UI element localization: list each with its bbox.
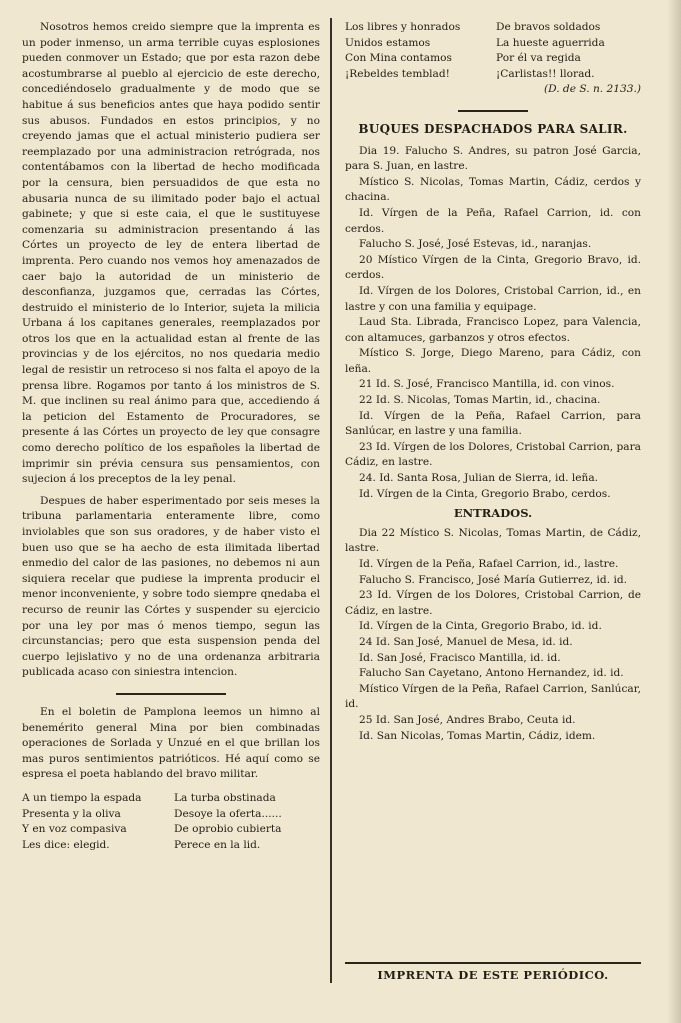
article-paragraph-1: Nosotros hemos creido siempre que la imprenta es un poder inmenso, un arma terrible cuyas esplosiones pueden conmover un Estado; que por esta razon debe acostumbrarse al pueblo al ejercicio de este derecho, concediéndoselo gradualmente y de modo que se habitue á sus beneficios antes que haya podido sentir sus abusos. Fundados en estos principios, y no creyendo jamas que el actual ministerio pudiera ser reemplazado por una administracion retrógrada, nos contentábamos con la libertad de hecho modificada por la censura, bien persuadidos de que esta no abusaria nunca de su ilimitado poder bajo el actual gabinete; y que si este caia, el que le sustituyese comenzaria su administracion presentando á las Córtes un proyecto de ley de entera libertad de imprenta. Pero cuando nos vemos hoy amenazados de caer bajo la autoridad de un ministerio de desconfianza, juzgamos que, cerradas las Córtes, destruido el ministerio de lo Interior, sujeta la milicia Urbana á los capitanes generales, reemplazados por otros los que en la actualidad estan al frente de las provincias y de los ejércitos, no nos quedaria medio legal de resistir un retroceso si nos falta el apoyo de la prensa libre. Rogamos por tanto á los ministros de S. M. que inclinen su real ánimo para que, accediendo á la peticion del Estamento de Procuradores, se presente á las Córtes un proyecto de ley que consagre como derecho político de los españoles la libertad de imprimir sin prévia censura sus pensamientos, con sujecion á los preceptos de la ley penal.: [22, 21, 320, 486]
list-item: Id. Vírgen de los Dolores, Cristobal Carrion, id., en lastre y con una familia y equipage.: [345, 284, 641, 313]
departures-heading: BUQUES DESPACHADOS PARA SALIR.: [358, 121, 628, 136]
list-item: Id. Vírgen de la Cinta, Gregorio Brabo, cerdos.: [359, 487, 611, 500]
list-item: 23 Id. Vírgen de los Dolores, Cristobal Carrion, de Cádiz, en lastre.: [345, 589, 641, 617]
departures-list: [345, 144, 641, 503]
list-item: Dia 19. Falucho S. Andres, su patron José Garcia, para S. Juan, en lastre.: [345, 144, 641, 173]
article-paragraph-2: Despues de haber esperimentado por seis meses la tribuna parlamentaria enteramente libre, como inviolables que son sus oradores, y de haber visto el buen uso que se ha aecho de esta ilimitada libertad enmedio del calor de las pasiones, no debemos ni aun siquiera recelar que pudiese la imprenta producir el menor inconveniente, y sobre todo siempre qnedaba el recurso de reunir las Córtes y suspender su ejercicio por una ley por mas ó menos tiempo, segun las circunstancias; pero que esta suspension penda del cuerpo lejislativo y no de una ordenanza arbitraria publicada acaso con siniestra intencion.: [22, 494, 320, 679]
printer-imprint: IMPRENTA DE ESTE PERIÓDICO.: [377, 968, 609, 982]
verse-line: Los libres y honrados: [345, 21, 461, 33]
footer-rule: [345, 962, 641, 964]
list-item: 23 Id. Vírgen de los Dolores, Cristobal Carrion, para Cádiz, en lastre.: [345, 440, 641, 469]
list-item: Laud Sta. Librada, Francisco Lopez, para Valencia, con altamuces, garbanzos y otros efectos.: [345, 316, 641, 344]
right-column: [345, 20, 641, 744]
list-item: Id. Vírgen de la Cinta, Gregorio Brabo, id. id.: [359, 620, 602, 633]
list-item: Id. San Nicolas, Tomas Martin, Cádiz, idem.: [359, 729, 596, 742]
list-item: Falucho S. Francisco, José María Gutierrez, id. id.: [359, 573, 627, 586]
page-edge-shadow: [667, 0, 681, 1023]
arrivals-list: [345, 526, 641, 744]
list-item: Dia 22 Místico S. Nicolas, Tomas Martin, de Cádiz, lastre.: [345, 526, 641, 555]
list-item: Místico Vírgen de la Peña, Rafael Carrion, Sanlúcar, id.: [345, 682, 641, 711]
verse-line: A un tiempo la espada: [22, 791, 142, 804]
list-item: Falucho San Cayetano, Antono Hernandez, id. id.: [359, 667, 624, 680]
verse-line: Unidos estamos: [345, 36, 431, 49]
list-item: 25 Id. San José, Andres Brabo, Ceuta id.: [359, 713, 576, 726]
source-citation: (D. de S. n. 2133.): [543, 83, 641, 96]
verse-line: Les dice: elegid.: [22, 838, 110, 851]
verse-line: De bravos soldados: [496, 21, 601, 33]
verse-line: La hueste aguerrida: [496, 36, 605, 49]
verse-line: ¡Rebeldes temblad!: [345, 67, 450, 80]
list-item: 21 Id. S. José, Francisco Mantilla, id. con vinos.: [359, 378, 615, 391]
verse-line: ¡Carlistas!! llorad.: [496, 67, 595, 80]
verse-line: Perece en la lid.: [174, 838, 261, 851]
verse-line: La turba obstinada: [174, 791, 276, 804]
section-divider: [116, 693, 226, 695]
list-item: 24. Id. Santa Rosa, Julian de Sierra, id. leña.: [359, 472, 599, 485]
list-item: 24 Id. San José, Manuel de Mesa, id. id.: [359, 635, 573, 648]
verse-line: Por él va regida: [496, 52, 581, 65]
list-item: Id. Vírgen de la Peña, Rafael Carrion, para Sanlúcar, en lastre y una familia.: [345, 409, 641, 438]
list-item: 22 Id. S. Nicolas, Tomas Martin, id., chacina.: [359, 394, 601, 407]
poem-stanza-right: [345, 20, 641, 82]
list-item: Místico S. Jorge, Diego Mareno, para Cádiz, con leña.: [345, 347, 641, 375]
poem-stanza-left: [22, 791, 320, 853]
list-item: 20 Místico Vírgen de la Cinta, Gregorio Bravo, id. cerdos.: [345, 253, 641, 282]
list-item: Id. Vírgen de la Peña, Rafael Carrion, id. con cerdos.: [345, 206, 641, 235]
verse-line: Desoye la oferta......: [174, 807, 282, 820]
list-item: Falucho S. José, José Estevas, id., naranjas.: [359, 238, 592, 251]
article-paragraph-3: En el boletin de Pamplona leemos un himno al benemérito general Mina por bien combinadas operaciones de Sorlada y Unzué en el que brillan los mas puros sentimientos patrióticos. Hé aquí como se espresa el poeta hablando del bravo militar.: [22, 705, 320, 781]
verse-line: Con Mina contamos: [345, 52, 452, 65]
verse-line: Presenta y la oliva: [22, 807, 121, 820]
left-column: [22, 20, 320, 853]
verse-line: Y en voz compasiva: [22, 823, 127, 836]
list-item: Id. Vírgen de la Peña, Rafael Carrion, id., lastre.: [359, 558, 619, 570]
arrivals-heading: ENTRADOS.: [453, 506, 533, 521]
list-item: Id. San José, Fracisco Mantilla, id. id.: [359, 651, 561, 664]
verse-line: De oprobio cubierta: [174, 823, 282, 836]
list-item: Místico S. Nicolas, Tomas Martin, Cádiz, cerdos y chacina.: [345, 175, 641, 204]
column-rule: [330, 18, 332, 983]
section-divider: [458, 110, 528, 112]
